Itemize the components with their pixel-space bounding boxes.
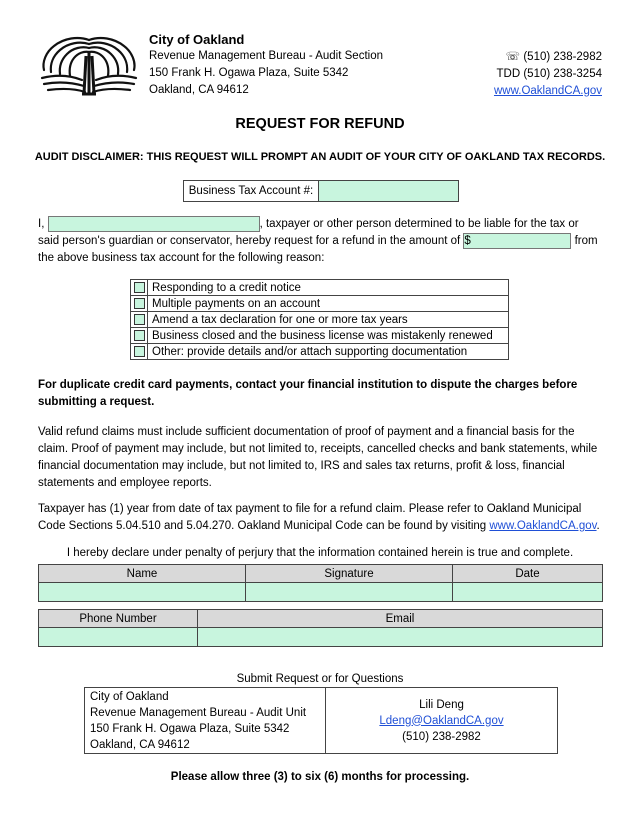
contact-email-link[interactable]: Ldeng@OaklandCA.gov	[379, 714, 504, 727]
submit-heading: Submit Request or for Questions	[236, 673, 404, 685]
request-from: from	[574, 235, 598, 248]
name-input[interactable]	[39, 583, 246, 602]
phone-input[interactable]	[39, 628, 198, 647]
header-contact-block	[494, 49, 602, 100]
request-mid: , taxpayer or other person determined to be liable for the tax or	[259, 218, 579, 231]
valid-claims-paragraph: Valid refund claims must include sufficient documentation of proof of payment and a financial basis for the claim. Proof of payment may include, but not limited to, receipts, cancelled checks and bank statements, while financial documentation may include, but not limited to, IRS and sales tax returns, profit & loss, financial statements and employee reports.	[38, 426, 598, 489]
name-header: Name	[39, 565, 246, 583]
reason-row	[131, 296, 509, 312]
reason-label: Responding to a credit notice	[148, 280, 509, 296]
tdd-number: TDD (510) 238-3254	[496, 68, 602, 80]
oak-tree-logo	[38, 30, 140, 96]
request-line-3: the above business tax account for the following reason:	[38, 252, 325, 265]
deadline-end: .	[596, 520, 600, 532]
contact-phone: (510) 238-2982	[402, 730, 481, 743]
dollar-sign: $	[464, 235, 471, 248]
reason-label: Other: provide details and/or attach supporting documentation	[148, 344, 509, 360]
reason-row	[131, 312, 509, 328]
municipal-code-link[interactable]: www.OaklandCA.gov	[489, 520, 597, 532]
website-link[interactable]: www.OaklandCA.gov	[493, 85, 602, 97]
contact-table	[38, 609, 603, 647]
request-prefix: I,	[38, 218, 45, 231]
deadline-paragraph	[38, 501, 604, 535]
duplicate-payment-note: For duplicate credit card payments, contact your financial institution to dispute the charges before submitting a request.	[38, 379, 578, 408]
deadline-text: Taxpayer has (1) year from date of tax payment to file for a refund claim. Please refer to Oakland Municipal Code Sections 5.04.510 and 5.04.270. Oakland Municipal Code can be found by visiting	[38, 503, 582, 532]
header-address-block	[149, 31, 383, 99]
reason-checkbox[interactable]	[134, 330, 145, 341]
email-input[interactable]	[198, 628, 603, 647]
signature-header: Signature	[246, 565, 453, 583]
email-header: Email	[198, 610, 603, 628]
reason-checkbox[interactable]	[134, 346, 145, 357]
org-name: City of Oakland	[149, 32, 245, 47]
reason-checkbox[interactable]	[134, 314, 145, 325]
taxpayer-name-input[interactable]	[48, 216, 260, 232]
address-line-1: 150 Frank H. Ogawa Plaza, Suite 5342	[149, 67, 349, 79]
reason-label: Business closed and the business license was mistakenly renewed	[148, 328, 509, 344]
submit-address-line: City of Oakland	[90, 691, 169, 703]
reason-checkbox[interactable]	[134, 298, 145, 309]
request-line-2: said person's guardian or conservator, hereby request for a refund in the amount of	[38, 235, 461, 248]
submit-contact-box	[84, 687, 558, 754]
address-line-2: Oakland, CA 94612	[149, 84, 249, 96]
refund-amount-input[interactable]	[463, 233, 571, 249]
reason-label: Amend a tax declaration for one or more tax years	[148, 312, 509, 328]
phone-number: ☏ (510) 238-2982	[505, 51, 602, 63]
signature-input[interactable]	[246, 583, 453, 602]
date-input[interactable]	[453, 583, 603, 602]
submit-address-line: Revenue Management Bureau - Audit Unit	[90, 707, 307, 719]
dept-name: Revenue Management Bureau - Audit Section	[149, 50, 383, 62]
refund-reasons-table	[130, 279, 509, 360]
submit-address	[85, 688, 326, 753]
request-paragraph	[38, 216, 604, 267]
audit-disclaimer: AUDIT DISCLAIMER: THIS REQUEST WILL PROMPT AN AUDIT OF YOUR CITY OF OAKLAND TAX RECORDS.	[34, 151, 606, 163]
reason-checkbox[interactable]	[134, 282, 145, 293]
submit-contact-person	[326, 688, 557, 753]
reason-row	[131, 344, 509, 360]
processing-note: Please allow three (3) to six (6) months for processing.	[170, 771, 470, 783]
signature-table	[38, 564, 603, 602]
reason-row	[131, 328, 509, 344]
reason-row	[131, 280, 509, 296]
reason-label: Multiple payments on an account	[148, 296, 509, 312]
business-tax-account-row	[183, 180, 459, 202]
page-title: REQUEST FOR REFUND	[235, 116, 405, 132]
contact-name: Lili Deng	[419, 698, 464, 711]
phone-header: Phone Number	[39, 610, 198, 628]
account-label: Business Tax Account #:	[184, 181, 319, 201]
perjury-declaration: I hereby declare under penalty of perjury that the information contained herein is true and complete.	[66, 547, 574, 559]
date-header: Date	[453, 565, 603, 583]
submit-address-line: 150 Frank H. Ogawa Plaza, Suite 5342	[90, 723, 290, 735]
submit-address-line: Oakland, CA 94612	[90, 739, 190, 751]
account-number-input[interactable]	[319, 181, 458, 201]
